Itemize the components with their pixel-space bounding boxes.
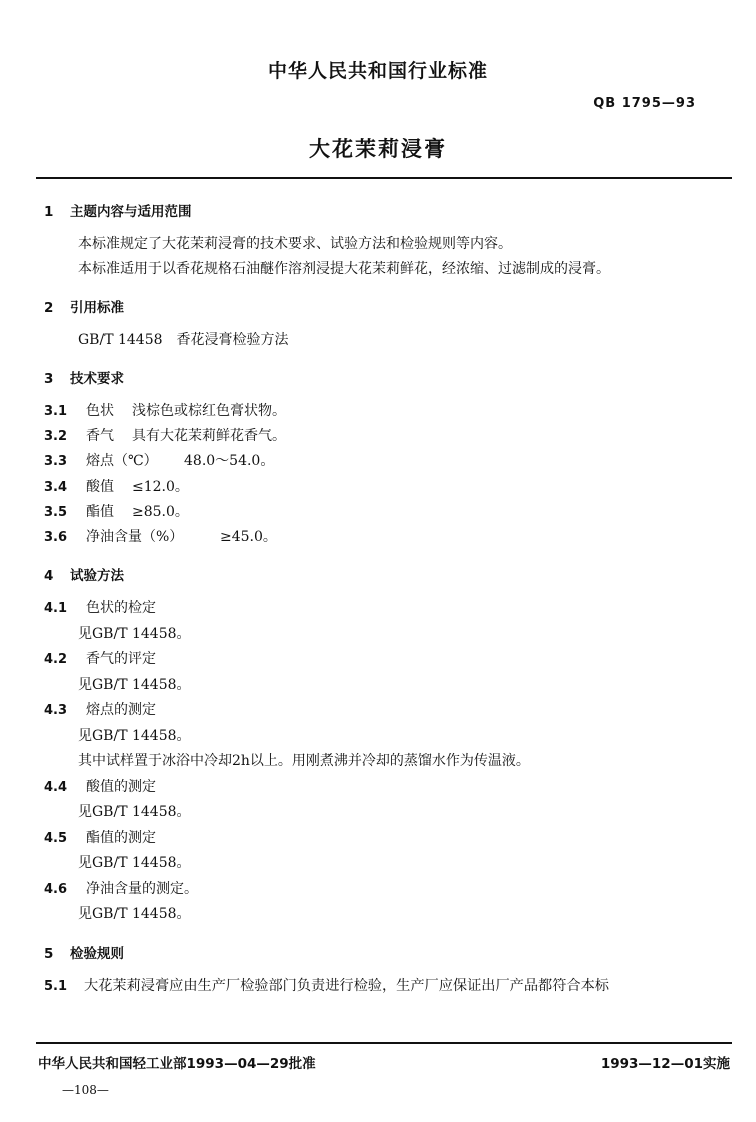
item-number: 3.1: [44, 404, 68, 419]
item-number: 3.3: [44, 454, 68, 470]
section-number: 2: [44, 300, 54, 316]
method-heading: [44, 775, 744, 801]
method-title: 酯值的测定: [86, 829, 156, 846]
item-name: 熔点（℃）: [86, 453, 158, 470]
section-heading: [44, 942, 744, 966]
method-number: 4.2: [44, 652, 68, 668]
section-title: 主题内容与适用范围: [70, 204, 192, 220]
method-heading: [44, 698, 744, 724]
section-heading: [44, 296, 744, 320]
method-number: 4.3: [44, 703, 68, 719]
requirement-item: [44, 475, 744, 500]
section-number: 4: [44, 568, 54, 585]
section-4: [44, 564, 744, 928]
standard-code: QB 1795—93: [593, 96, 696, 111]
method-heading: [44, 647, 744, 673]
method-heading: [44, 596, 744, 622]
section-heading: [44, 367, 744, 391]
item-number: 3.6: [44, 529, 68, 545]
item-number: 3.5: [44, 504, 68, 520]
paragraph: 本标准适用于以香花规格石油醚作溶剂浸提大花茉莉鲜花，经浓缩、过滤制成的浸膏。: [78, 261, 610, 277]
item-value: 浅棕色或棕红色膏状物。: [132, 403, 286, 419]
requirement-item: [44, 449, 744, 474]
section-title: 检验规则: [70, 945, 124, 962]
method-text: 见GB/T 14458。: [78, 727, 191, 744]
requirement-item: [44, 424, 744, 449]
method-text: 见GB/T 14458。: [78, 676, 191, 693]
method-text: 见GB/T 14458。: [78, 625, 191, 642]
section-heading: [44, 564, 744, 588]
footer-divider: [36, 1042, 732, 1044]
page-number: —108—: [62, 1083, 109, 1097]
section-heading: [44, 200, 744, 224]
item-value: 具有大花茉莉鲜花香气。: [132, 428, 286, 445]
section-title: 技术要求: [70, 371, 124, 387]
item-value: ≥85.0。: [132, 503, 189, 520]
item-name: 酸值: [86, 478, 114, 495]
method-text: 见GB/T 14458。: [78, 855, 191, 872]
method-number: 4.1: [44, 601, 68, 617]
item-name: 净油含量（%）: [86, 528, 184, 545]
paragraph: GB/T 14458 香花浸膏检验方法: [78, 332, 289, 348]
method-title: 色状的检定: [86, 600, 156, 617]
section-number: 1: [44, 204, 54, 220]
standard-category-title: 中华人民共和国行业标准: [267, 60, 488, 82]
document-body: [44, 200, 744, 1013]
document-title: 大花茉莉浸膏: [309, 137, 447, 161]
method-text: 见GB/T 14458。: [78, 906, 191, 923]
method-text: 见GB/T 14458。: [78, 804, 191, 821]
item-value: ≤12.0。: [132, 478, 189, 495]
approval-note: 中华人民共和国轻工业部1993—04—29批准: [38, 1056, 316, 1072]
effective-date: 1993—12—01实施: [600, 1056, 730, 1072]
method-title: 净油含量的测定。: [86, 880, 198, 897]
method-title: 香气的评定: [86, 651, 156, 668]
item-name: 色状: [86, 403, 114, 419]
section-1: [44, 200, 744, 282]
item-name: 酯值: [86, 503, 114, 520]
rule-number: 5.1: [44, 978, 68, 994]
item-number: 3.4: [44, 479, 68, 495]
method-title: 熔点的测定: [86, 702, 156, 719]
requirement-item: [44, 525, 744, 550]
section-number: 5: [44, 945, 54, 962]
section-3: [44, 367, 744, 550]
section-title: 引用标准: [70, 300, 124, 316]
method-number: 4.4: [44, 779, 68, 795]
rule-text: 大花茉莉浸膏应由生产厂检验部门负责进行检验，生产厂应保证出厂产品都符合本标: [84, 977, 609, 994]
method-text: 其中试样置于冰浴中冷却2h以上。用刚煮沸并冷却的蒸馏水作为传温液。: [78, 753, 530, 770]
requirement-item: [44, 399, 744, 424]
section-title: 试验方法: [70, 568, 124, 585]
method-heading: [44, 877, 744, 903]
section-number: 3: [44, 371, 54, 387]
section-2: [44, 296, 744, 353]
requirement-item: [44, 500, 744, 525]
item-name: 香气: [86, 428, 114, 445]
item-value: 48.0～54.0。: [184, 453, 275, 470]
method-title: 酸值的测定: [86, 778, 156, 795]
method-number: 4.5: [44, 830, 68, 846]
section-5: [44, 942, 744, 999]
method-heading: [44, 826, 744, 852]
item-number: 3.2: [44, 429, 68, 445]
rule-item: [44, 974, 744, 999]
header-divider: [36, 177, 732, 179]
method-number: 4.6: [44, 881, 68, 897]
paragraph: 本标准规定了大花茉莉浸膏的技术要求、试验方法和检验规则等内容。: [78, 236, 512, 252]
item-value: ≥45.0。: [220, 528, 277, 545]
